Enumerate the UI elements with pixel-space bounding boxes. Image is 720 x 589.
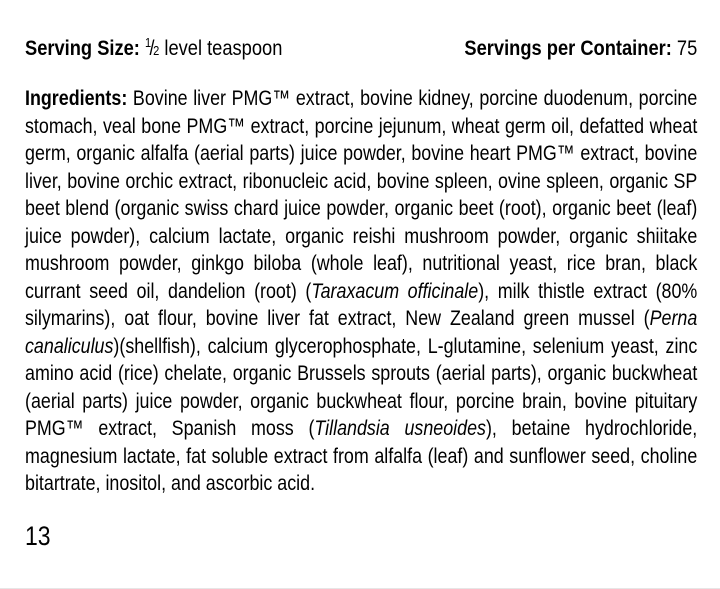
ingredients-segment: ), milk thistle extract (80% silymarins), oat flour, bovine liver fat extract, New Zealand green mussel ( — [25, 279, 698, 330]
serving-size-label: Serving Size: — [25, 36, 140, 60]
fraction-numerator: 1 — [144, 35, 151, 50]
serving-size — [25, 29, 282, 64]
ingredients-segment: ), betaine hydrochloride, magnesium lactate, fat soluble extract from alfalfa (leaf) and sunflower seed, choline bitartrate, inositol, and ascorbic acid. — [25, 417, 698, 495]
serving-row — [25, 29, 697, 64]
ingredients-segment: Perna canaliculus — [25, 307, 698, 358]
ingredients-segment: Ingredients: — [25, 87, 128, 110]
ingredients-segment: Taraxacum officinale — [311, 279, 479, 303]
servings-per-container — [464, 35, 697, 62]
serving-size-fraction — [145, 36, 159, 60]
servings-per-container-value: 75 — [676, 36, 698, 60]
label-content — [25, 29, 697, 550]
page-number: 13 — [25, 520, 51, 551]
ingredients-paragraph — [25, 85, 697, 498]
ingredients-segment: )(shellfish), calcium glycerophosphate, L-glutamine, selenium yeast, zinc amino acid (rice) chelate, organic Brussels sprouts (aerial parts), organic buckwheat (aerial parts) juice powder, organic buckwheat flour, porcine brain, bovine pituitary PMG™ extract, Spanish moss ( — [25, 334, 698, 440]
fraction-slash: / — [149, 37, 155, 60]
fraction-denominator: 2 — [153, 43, 160, 58]
ingredients-segment: Bovine liver PMG™ extract, bovine kidney, porcine duodenum, porcine stomach, veal bone PMG™ extract, porcine jejunum, wheat germ oil, defatted wheat germ, organic alfalfa (aerial parts) juice powder, bovine heart PMG™ extract, bovine liver, bovine orchic extract, ribonucleic acid, bovine spleen, ovine spleen, organic SP beet blend (organic swiss chard juice powder, organic beet (root), organic beet (leaf) juice powder), calcium lactate, organic reishi mushroom powder, organic shiitake mushroom powder, ginkgo biloba (whole leaf), nutritional yeast, rice bran, black currant seed oil, dandelion (root) ( — [25, 87, 698, 303]
ingredients-segment: Tillandsia usneoides — [314, 417, 486, 440]
serving-size-value: level teaspoon — [164, 36, 283, 60]
servings-per-container-label: Servings per Container: — [464, 36, 672, 60]
